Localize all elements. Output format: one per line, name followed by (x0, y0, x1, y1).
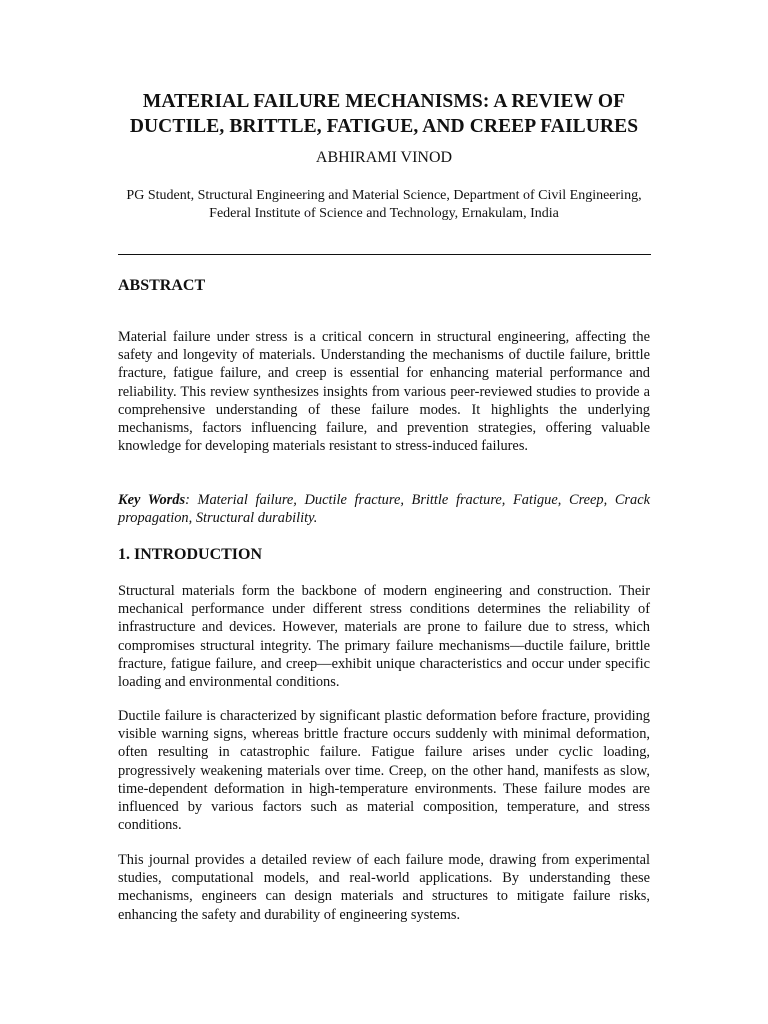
affiliation-line-2: Federal Institute of Science and Technology, Ernakulam, India (209, 206, 559, 221)
introduction-paragraph-1: Structural materials form the backbone of modern engineering and construction. Their mechanical performance under different stress conditions determines the reliability of infrastructure and devices. However, materials are prone to failure due to stress, which compromises structural integrity. The primary failure mechanisms—ductile failure, brittle fracture, fatigue failure, and creep—exhibit unique characteristics and occur under specific loading and environmental conditions. (118, 583, 650, 691)
paper-title (100, 89, 668, 139)
affiliation-line-1: PG Student, Structural Engineering and Material Science, Department of Civil Engineering, (126, 188, 642, 203)
keywords-text: : Material failure, Ductile fracture, Brittle fracture, Fatigue, Creep, Crack propagation, Structural durability. (118, 492, 650, 527)
paper-title-line-2: DUCTILE, BRITTLE, FATIGUE, AND CREEP FAILURES (129, 116, 639, 137)
abstract-heading: ABSTRACT (118, 277, 206, 294)
introduction-paragraph-3: This journal provides a detailed review of each failure mode, drawing from experimental studies, computational models, and real-world applications. By understanding these mechanisms, engineers can design materials and structures to mitigate failure risks, enhancing the safety and durability of engineering systems. (118, 852, 650, 923)
keywords-label: Key Words (118, 492, 186, 508)
author-name: ABHIRAMI VINOD (315, 149, 453, 166)
introduction-heading: 1. INTRODUCTION (118, 546, 263, 563)
introduction-paragraph-2: Ductile failure is characterized by significant plastic deformation before fracture, providing visible warning signs, whereas brittle fracture occurs suddenly with minimal deformation, often resulting in catastrophic failure. Fatigue failure arises under cyclic loading, progressively weakening materials over time. Creep, on the other hand, manifests as slow, time-dependent deformation in high-temperature environments. These failure modes are influenced by various factors such as material composition, temperature, and stress conditions. (118, 708, 650, 834)
author-affiliation (80, 187, 688, 223)
abstract-text: Material failure under stress is a critical concern in structural engineering, affecting the safety and longevity of materials. Understanding the mechanisms of ductile failure, brittle fracture, fatigue failure, and creep is essential for enhancing material performance and reliability. This review synthesizes insights from various peer-reviewed studies to provide a comprehensive understanding of these failure modes. It highlights the underlying mechanisms, factors influencing failure, and prevention strategies, offering valuable knowledge for developing materials resistant to stress-induced failures. (118, 329, 650, 455)
keywords (118, 491, 650, 527)
paper-title-line-1: MATERIAL FAILURE MECHANISMS: A REVIEW OF (142, 91, 626, 112)
header-divider (118, 254, 651, 255)
